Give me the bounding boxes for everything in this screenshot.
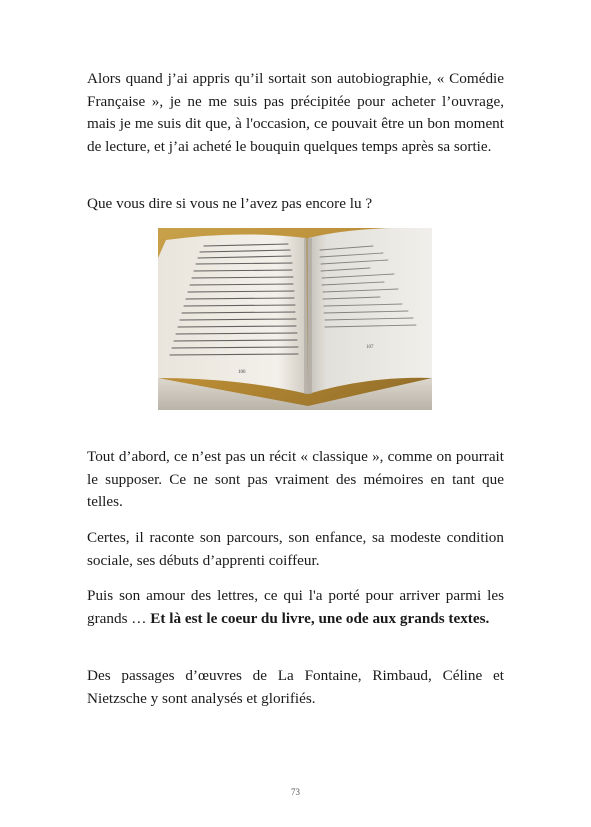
paragraph-not-classic: Tout d’abord, ce n’est pas un récit « classique », comme on pourrait le supposer. Ce ne sont pas vraiment des mémoires en tant que telles. [87,448,504,511]
paragraph-intro: Alors quand j’ai appris qu’il sortait son autobiographie, « Comédie Française », je ne me suis pas précipitée pour acheter l’ouvrage, mais je me suis dit que, à l'occasion, ce pouvait être un bon moment de lecture, et j’ai acheté le bouquin quelques temps après sa sortie. [87,70,504,155]
paragraph-question: Que vous dire si vous ne l’avez pas encore lu ? [87,195,373,212]
open-book-photo [158,228,432,410]
paragraph-authors: Des passages d’œuvres de La Fontaine, Rimbaud, Céline et Nietzsche y sont analysés et glorifiés. [87,667,504,707]
paragraph-journey: Certes, il raconte son parcours, son enfance, sa modeste condition sociale, ses débuts d’apprenti coiffeur. [87,529,504,569]
photo-right-page-number: 107 [366,345,374,350]
paragraph-love-of-letters [87,585,504,630]
paragraph-love-of-letters-bold: Et là est le coeur du livre, une ode aux grands textes. [150,609,490,627]
page-number: 73 [291,787,300,797]
photo-left-page-number: 106 [238,370,246,375]
paragraph-love-of-letters-text: Puis son amour des lettres, ce qui l'a porté pour arriver parmi les grands … [87,587,504,627]
